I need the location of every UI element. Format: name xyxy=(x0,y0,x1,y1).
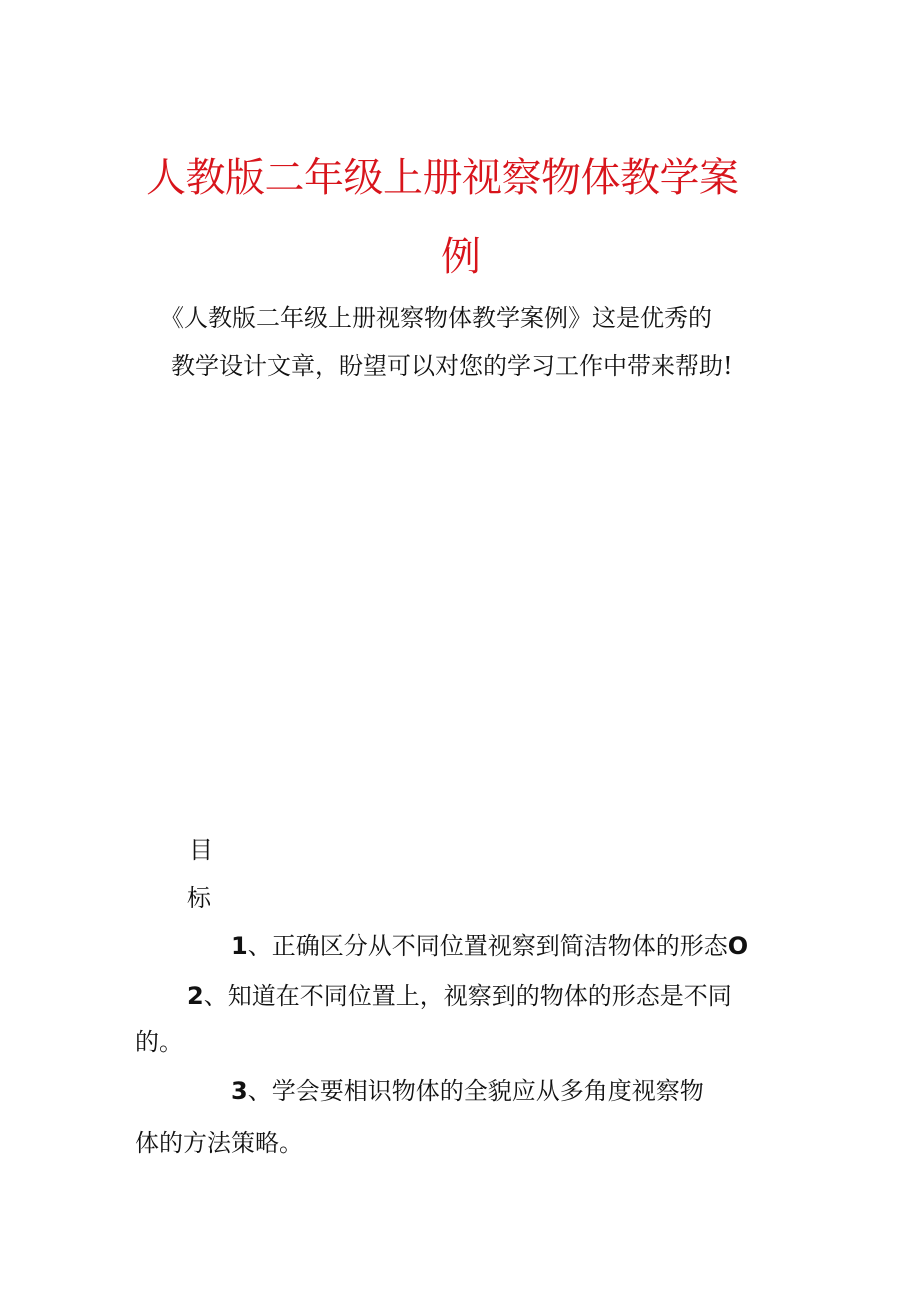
document-title-line-1: 人教版二年级上册视察物体教学案 xyxy=(146,155,739,201)
objective-1 xyxy=(231,934,748,958)
objective-2 xyxy=(187,984,732,1008)
intro-line-1: 《人教版二年级上册视察物体教学案例》这是优秀的 xyxy=(160,304,712,332)
document-title-line-2: 例 xyxy=(441,234,481,280)
objective-1-number: 1 xyxy=(231,932,248,960)
objective-3 xyxy=(231,1079,704,1103)
objective-3-text: 、学会要相识物体的全貌应从多角度视察物 xyxy=(247,1077,704,1105)
section-heading-char-1: 目 xyxy=(189,836,213,864)
objective-3-continuation: 体的方法策略。 xyxy=(135,1129,303,1157)
intro-line-2: 教学设计文章，盼望可以对您的学习工作中带来帮助! xyxy=(171,352,733,380)
section-heading-char-2: 标 xyxy=(187,884,211,912)
objective-3-number: 3 xyxy=(231,1077,248,1105)
objective-2-number: 2 xyxy=(187,982,204,1010)
objective-1-suffix: O xyxy=(727,932,749,960)
objective-2-continuation: 的。 xyxy=(135,1028,183,1056)
objective-2-text: 、知道在不同位置上，视察到的物体的形态是不同 xyxy=(203,982,732,1010)
objective-1-text: 、正确区分从不同位置视察到简洁物体的形态 xyxy=(247,932,728,960)
